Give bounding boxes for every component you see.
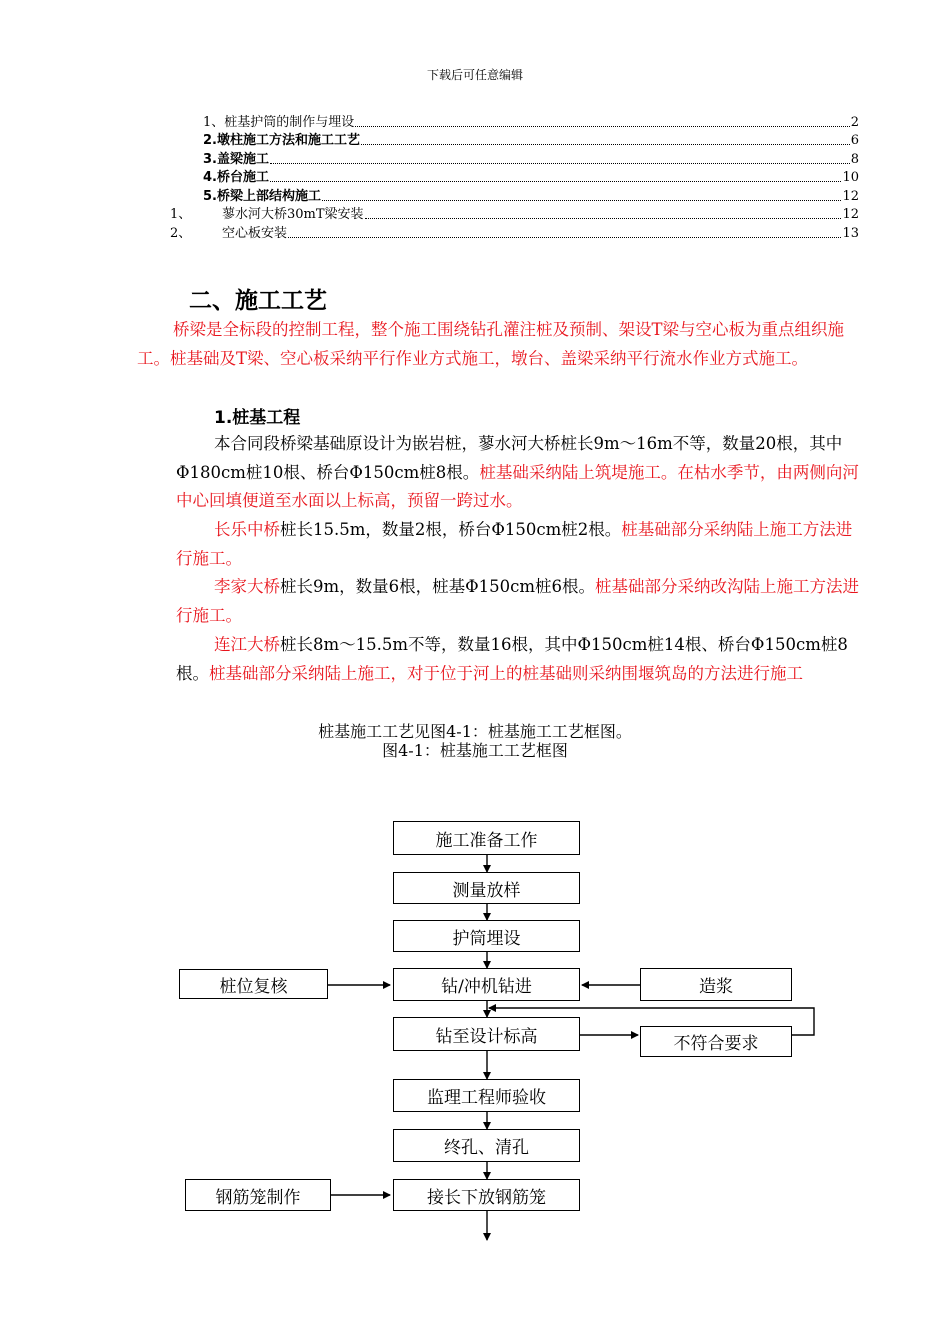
- toc-title: 3.盖梁施工: [203, 152, 269, 167]
- para-text: 桩长8m～15.5m不等，数量16根，其中Φ150cm桩14根、桥台Φ150cm桩8根。: [176, 635, 848, 683]
- para-text: 本合同段桥梁基础原设计为嵌岩桩，蓼水河大桥桩长9m～16m不等，数量20根，其中Φ180cm桩10根、桥台Φ150cm桩8根。: [176, 434, 843, 482]
- bridge-name: 李家大桥: [214, 577, 280, 596]
- flow-step-design-elevation: 钻至设计标高: [393, 1017, 580, 1051]
- toc-page: 13: [842, 226, 859, 241]
- toc-page: 12: [842, 207, 859, 222]
- flow-step-cage-lowering: 接长下放钢筋笼: [393, 1179, 580, 1211]
- toc-title: 蓼水河大桥30mT梁安装: [222, 207, 364, 222]
- para-method: 桩基础部分采纳陆上施工方法进行施工。: [176, 520, 853, 568]
- figure-reference: 桩基施工工艺见图4-1：桩基施工工艺框图。: [318, 722, 632, 741]
- flow-step-survey: 测量放样: [393, 872, 580, 904]
- para-method: 桩基础部分采纳陆上施工，对于位于河上的桩基础则采纳围堰筑岛的方法进行施工: [209, 663, 803, 683]
- bridge-name: 长乐中桥: [214, 520, 280, 539]
- para-text: 桩长9m，数量6根，桩基Φ150cm桩6根。: [280, 577, 596, 596]
- toc-index: 2、: [170, 226, 192, 241]
- page-header: 下载后可任意编辑: [426, 68, 523, 82]
- para-method: 桩基础部分采纳改沟陆上施工方法进行施工。: [176, 577, 860, 625]
- flow-step-casing: 护筒埋设: [393, 920, 580, 952]
- flow-step-inspection: 监理工程师验收: [393, 1079, 580, 1112]
- toc-page: 8: [850, 152, 859, 167]
- flow-pile-check: 桩位复核: [179, 969, 328, 999]
- toc-title: 5.桥梁上部结构施工: [203, 189, 321, 204]
- flow-slurry: 造浆: [640, 968, 792, 1001]
- bridge-name: 连江大桥: [214, 635, 280, 654]
- toc-page: 2: [850, 115, 859, 130]
- toc-index: 1、: [170, 207, 192, 222]
- flow-cage-fabrication: 钢筋笼制作: [185, 1179, 331, 1211]
- toc-page: 12: [842, 189, 859, 204]
- flow-nonconform: 不符合要求: [640, 1026, 792, 1057]
- flow-step-drilling: 钻/冲机钻进: [393, 968, 580, 1001]
- para-method: 桩基础采纳陆上筑堤施工。在枯水季节，由两侧向河中心回填便道至水面以上标高，预留一跨过水。: [176, 462, 859, 510]
- toc-title: 2.墩柱施工方法和施工工艺: [203, 133, 360, 148]
- intro-paragraph: 桥梁是全标段的控制工程，整个施工围绕钻孔灌注桩及预制、架设T梁与空心板为重点组织施工。桩基础及T梁、空心板采纳平行作业方式施工，墩台、盖梁采纳平行流水作业方式施工。: [137, 320, 845, 368]
- figure-caption: 图4-1：桩基施工工艺框图: [382, 741, 568, 760]
- flow-step-prep: 施工准备工作: [393, 821, 580, 855]
- toc-title: 1、桩基护筒的制作与埋设: [203, 115, 355, 130]
- para-text: 桩长15.5m，数量2根，桥台Φ150cm桩2根。: [280, 520, 622, 539]
- section-title: 二、施工工艺: [189, 288, 327, 314]
- toc-page: 6: [850, 133, 859, 148]
- subsection-title: 1.桩基工程: [214, 408, 301, 428]
- flow-step-hole-cleaning: 终孔、清孔: [393, 1129, 580, 1162]
- toc-title: 4.桥台施工: [203, 170, 269, 185]
- toc-page: 10: [842, 170, 859, 185]
- toc-title: 空心板安装: [222, 226, 288, 241]
